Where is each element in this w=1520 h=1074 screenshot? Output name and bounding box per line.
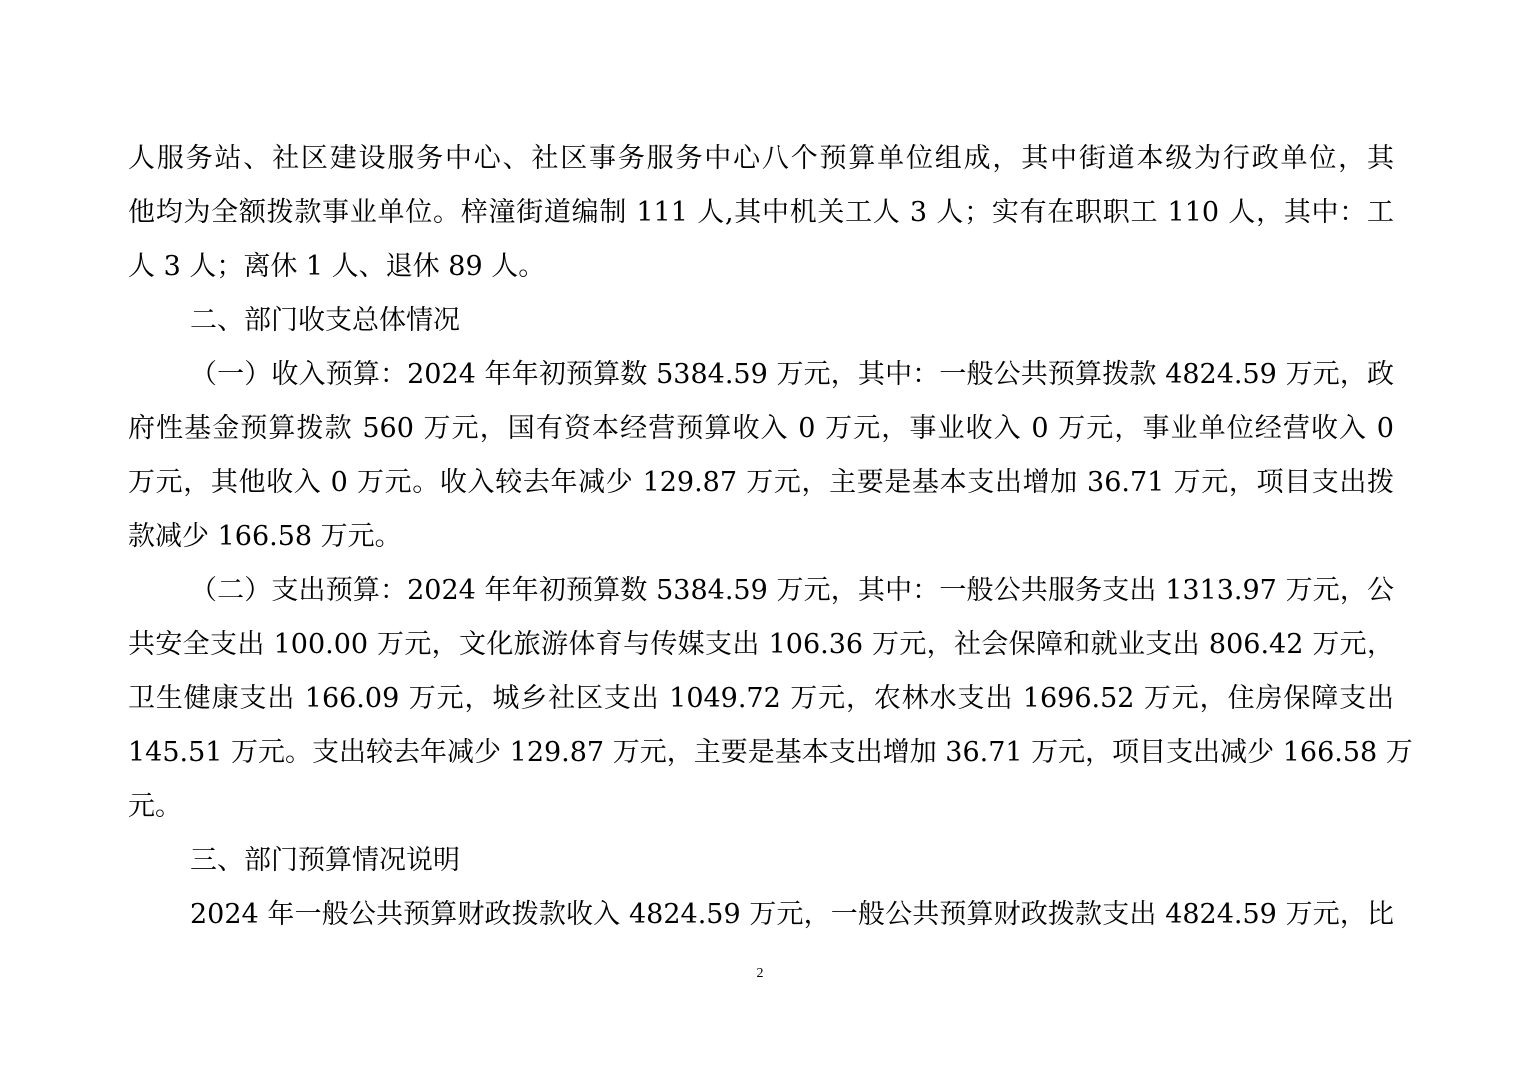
paragraph-line: 卫生健康支出 166.09 万元，城乡社区支出 1049.72 万元，农林水支出 1696.52 万元，住房保障支出 — [128, 683, 1394, 714]
paragraph-line: 人服务站、社区建设服务中心、社区事务服务中心八个预算单位组成，其中街道本级为行政单位，其 — [128, 143, 1394, 174]
paragraph-line: 共安全支出 100.00 万元，文化旅游体育与传媒支出 106.36 万元，社会保障和就业支出 806.42 万元， — [128, 629, 1394, 660]
document-body — [128, 132, 1413, 942]
paragraph-line: （二）支出预算：2024 年年初预算数 5384.59 万元，其中：一般公共服务支出 1313.97 万元，公 — [190, 575, 1394, 606]
paragraph-line: 元。 — [128, 791, 182, 822]
paragraph-line: 款减少 166.58 万元。 — [128, 521, 402, 552]
paragraph-line: 府性基金预算拨款 560 万元，国有资本经营预算收入 0 万元，事业收入 0 万元，事业单位经营收入 0 — [128, 413, 1394, 444]
paragraph-line: 他均为全额拨款事业单位。梓潼街道编制 111 人,其中机关工人 3 人；实有在职职工 110 人，其中：工 — [128, 197, 1394, 228]
paragraph-line: 145.51 万元。支出较去年减少 129.87 万元，主要是基本支出增加 36.71 万元，项目支出减少 166.58 万 — [128, 737, 1413, 768]
paragraph-line: 万元，其他收入 0 万元。收入较去年减少 129.87 万元，主要是基本支出增加 36.71 万元，项目支出拨 — [128, 467, 1394, 498]
paragraph-line: （一）收入预算：2024 年年初预算数 5384.59 万元，其中：一般公共预算拨款 4824.59 万元，政 — [190, 359, 1394, 390]
paragraph-line: 人 3 人；离休 1 人、退休 89 人。 — [128, 251, 546, 282]
page-number: 2 — [756, 966, 764, 981]
section-heading: 三、部门预算情况说明 — [190, 845, 460, 876]
section-heading: 二、部门收支总体情况 — [190, 305, 460, 336]
paragraph-line: 2024 年一般公共预算财政拨款收入 4824.59 万元，一般公共预算财政拨款支出 4824.59 万元，比 — [190, 899, 1394, 930]
